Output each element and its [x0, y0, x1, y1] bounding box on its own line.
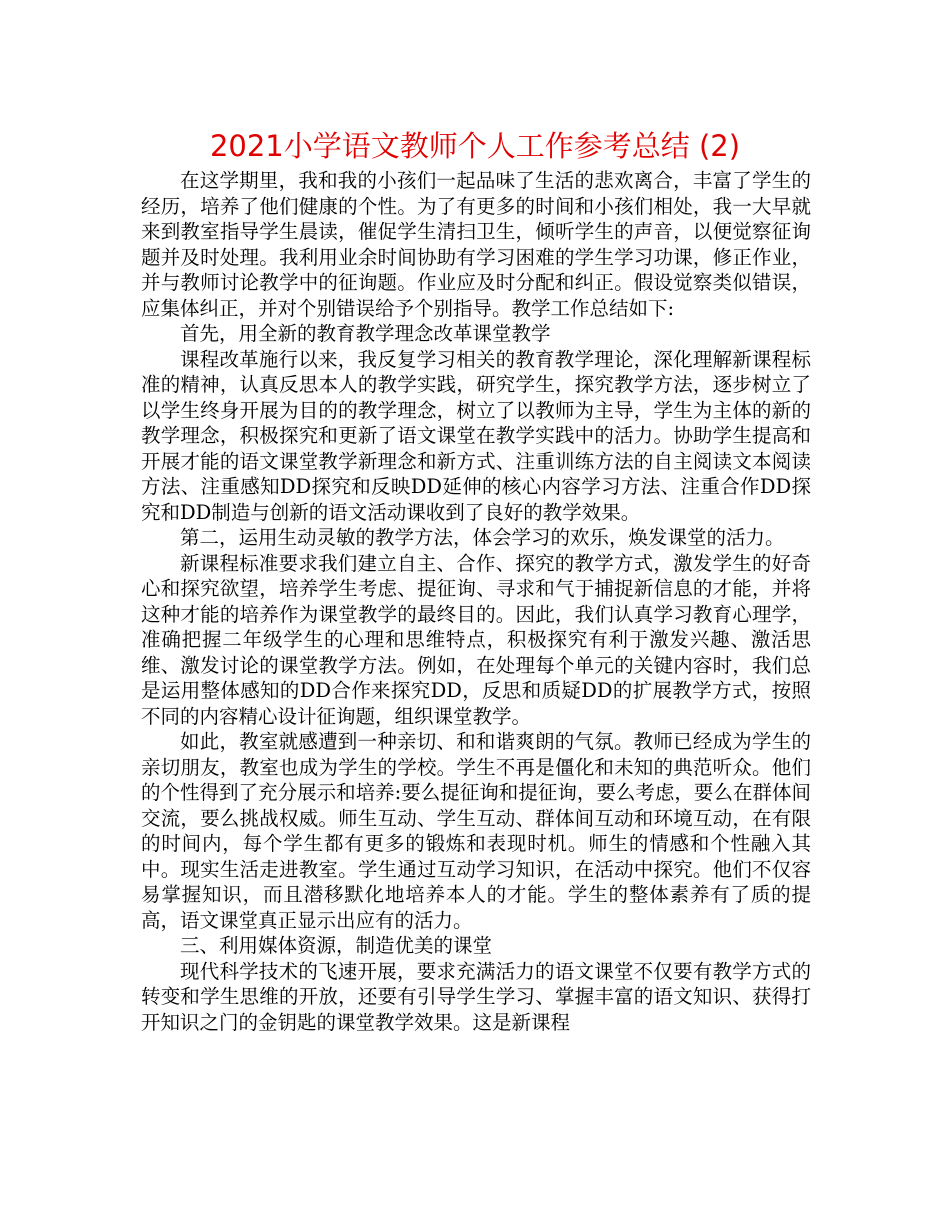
- section-heading-1: 首先，用全新的教育教学理念改革课堂教学: [180, 322, 551, 345]
- paragraph-media-resources: 现代科学技术的飞速开展，要求充满活力的语文课堂不仅要有教学方式的转变和学生思维的开放，还要有引导学生学习、掌握丰富的语文知识、获得打开知识之门的金钥匙的课堂教学效果。这是新课程: [141, 959, 811, 1034]
- paragraph-curriculum-reform: 课程改革施行以来，我反复学习相关的教育教学理论，深化理解新课程标准的精神，认真反思本人的教学实践，研究学生，探究教学方法，逐步树立了以学生终身开展为目的的教学理念，树立了以教师为主导，学生为主体的新的教学理念，积极探究和更新了语文课堂在教学实践中的活力。协助学生提高和开展才能的语文课堂教学新理念和新方式、注重训练方法的自主阅读文本阅读方法、注重感知DD探究和反映DD延伸的核心内容学习方法、注重合作DD探究和DD制造与创新的语文活动课收到了良好的教学效果。: [141, 347, 811, 524]
- document-body: [141, 168, 811, 1035]
- document-title: 2021小学语文教师个人工作参考总结 (2): [209, 129, 741, 163]
- section-heading-3: 三、利用媒体资源，制造优美的课堂: [180, 934, 493, 957]
- paragraph-intro: 在这学期里，我和我的小孩们一起品味了生活的悲欢离合，丰富了学生的经历，培养了他们健康的个性。为了有更多的时间和小孩们相处，我一大早就来到教室指导学生晨读，催促学生清扫卫生，倾听学生的声音，以便觉察征询题并及时处理。我利用业余时间协助有学习困难的学生学习功课，修正作业，并与教师讨论教学中的征询题。作业应及时分配和纠正。假设觉察类似错误，应集体纠正，并对个别错误给予个别指导。教学工作总结如下:: [141, 169, 811, 320]
- paragraph-teaching-methods: 新课程标准要求我们建立自主、合作、探究的教学方式，激发学生的好奇心和探究欲望，培养学生考虑、提征询、寻求和气于捕捉新信息的才能，并将这种才能的培养作为课堂教学的最终目的。因此，我们认真学习教育心理学，准确把握二年级学生的心理和思维特点，积极探究有利于激发兴趣、激活思维、激发讨论的课堂教学方法。例如，在处理每个单元的关键内容时，我们总是运用整体感知的DD合作来探究DD，反思和质疑DD的扩展教学方式，按照不同的内容精心设计征询题，组织课堂教学。: [141, 551, 811, 728]
- section-heading-2: 第二，运用生动灵敏的教学方法，体会学习的欢乐，焕发课堂的活力。: [180, 526, 785, 549]
- paragraph-classroom-atmosphere: 如此，教室就感遭到一种亲切、和和谐爽朗的气氛。教师已经成为学生的亲切朋友，教室也成为学生的学校。学生不再是僵化和未知的典范听众。他们的个性得到了充分展示和培养:要么提征询和提征询，要么考虑，要么在群体间交流，要么挑战权威。师生互动、学生互动、群体间互动和环境互动，在有限的时间内，每个学生都有更多的锻炼和表现时机。师生的情感和个性融入其中。现实生活走进教室。学生通过互动学习知识，在活动中探究。他们不仅容易掌握知识，而且潜移默化地培养本人的才能。学生的整体素养有了质的提高，语文课堂真正显示出应有的活力。: [141, 730, 811, 932]
